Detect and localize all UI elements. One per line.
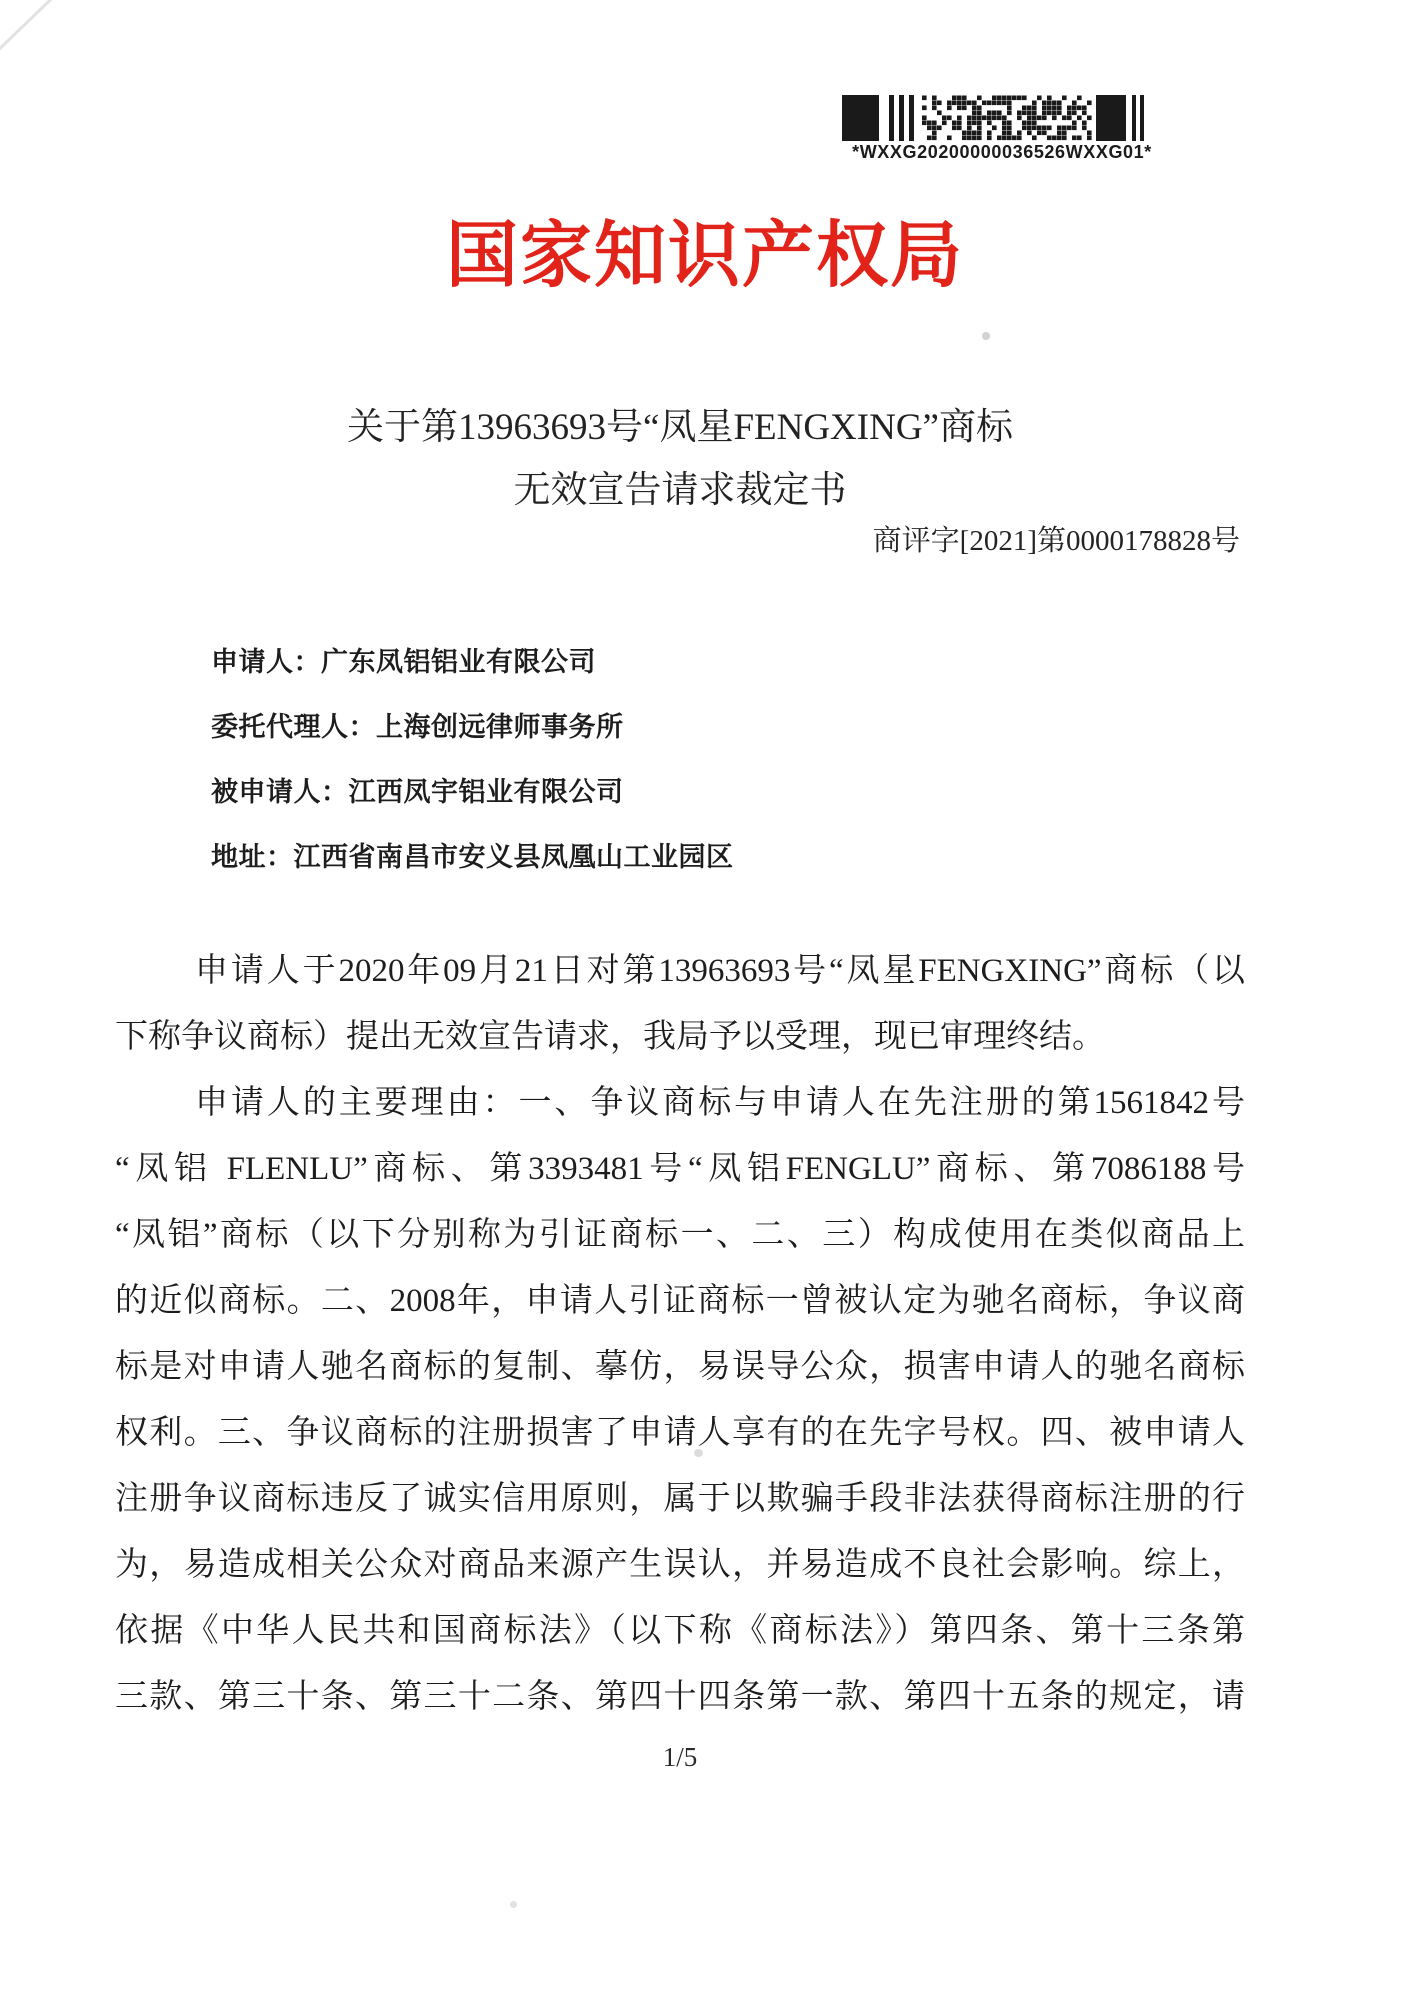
barcode-image — [842, 95, 1144, 141]
document-line: 权利。三、争议商标的注册损害了申请人享有的在先字号权。四、被申请人 — [115, 1415, 1245, 1451]
barcode-block — [842, 95, 1162, 163]
party-line: 地址：江西省南昌市安义县凤凰山工业园区 — [211, 842, 734, 872]
document-line: 申请人于2020年09月21日对第13963693号“凤星FENGXING”商标（以 — [195, 953, 1245, 989]
parties-block — [115, 630, 1245, 890]
document-line: 三款、第三十条、第三十二条、第四十四条第一款、第四十五条的规定，请 — [115, 1679, 1245, 1715]
agency-title: 国家知识产权局 — [445, 216, 964, 296]
barcode-text: *WXXG20200000036526WXXG01* — [852, 142, 1152, 162]
document-title-line2: 无效宣告请求裁定书 — [513, 470, 847, 511]
document-title-line1: 关于第13963693号“凤星FENGXING”商标 — [347, 407, 1013, 448]
paragraph — [115, 938, 1245, 1070]
reference-number: 商评字[2021]第0000178828号 — [872, 525, 1240, 557]
party-line: 申请人：广东凤铝铝业有限公司 — [211, 647, 596, 677]
document-line: 申请人的主要理由：一、争议商标与申请人在先注册的第1561842号 — [195, 1085, 1245, 1121]
scan-speck — [510, 1901, 517, 1908]
document-line: 下称争议商标）提出无效宣告请求，我局予以受理，现已审理终结。 — [115, 1019, 1105, 1055]
scan-artifact-corner — [0, 0, 64, 53]
document-line: “凤铝”商标（以下分别称为引证商标一、二、三）构成使用在类似商品上 — [115, 1217, 1245, 1253]
document-line: “凤铝 FLENLU”商标、第3393481号“凤铝FENGLU”商标、第7086188号 — [115, 1151, 1245, 1187]
document-line: 注册争议商标违反了诚实信用原则，属于以欺骗手段非法获得商标注册的行 — [115, 1481, 1245, 1517]
document-line: 标是对申请人驰名商标的复制、摹仿，易误导公众，损害申请人的驰名商标 — [115, 1349, 1245, 1385]
page-number: 1/5 — [662, 1742, 698, 1772]
party-line: 委托代理人：上海创远律师事务所 — [211, 712, 624, 742]
paragraph — [115, 1070, 1245, 1730]
party-line: 被申请人：江西凤宇铝业有限公司 — [211, 777, 624, 807]
document-title — [115, 396, 1245, 522]
body-paragraphs — [115, 938, 1245, 1730]
document-line: 依据《中华人民共和国商标法》（以下称《商标法》）第四条、第十三条第 — [115, 1613, 1245, 1649]
document-line: 的近似商标。二、2008年，申请人引证商标一曾被认定为驰名商标，争议商 — [115, 1283, 1245, 1319]
document-line: 为，易造成相关公众对商品来源产生误认，并易造成不良社会影响。综上， — [115, 1547, 1245, 1583]
scan-speck — [982, 332, 990, 340]
